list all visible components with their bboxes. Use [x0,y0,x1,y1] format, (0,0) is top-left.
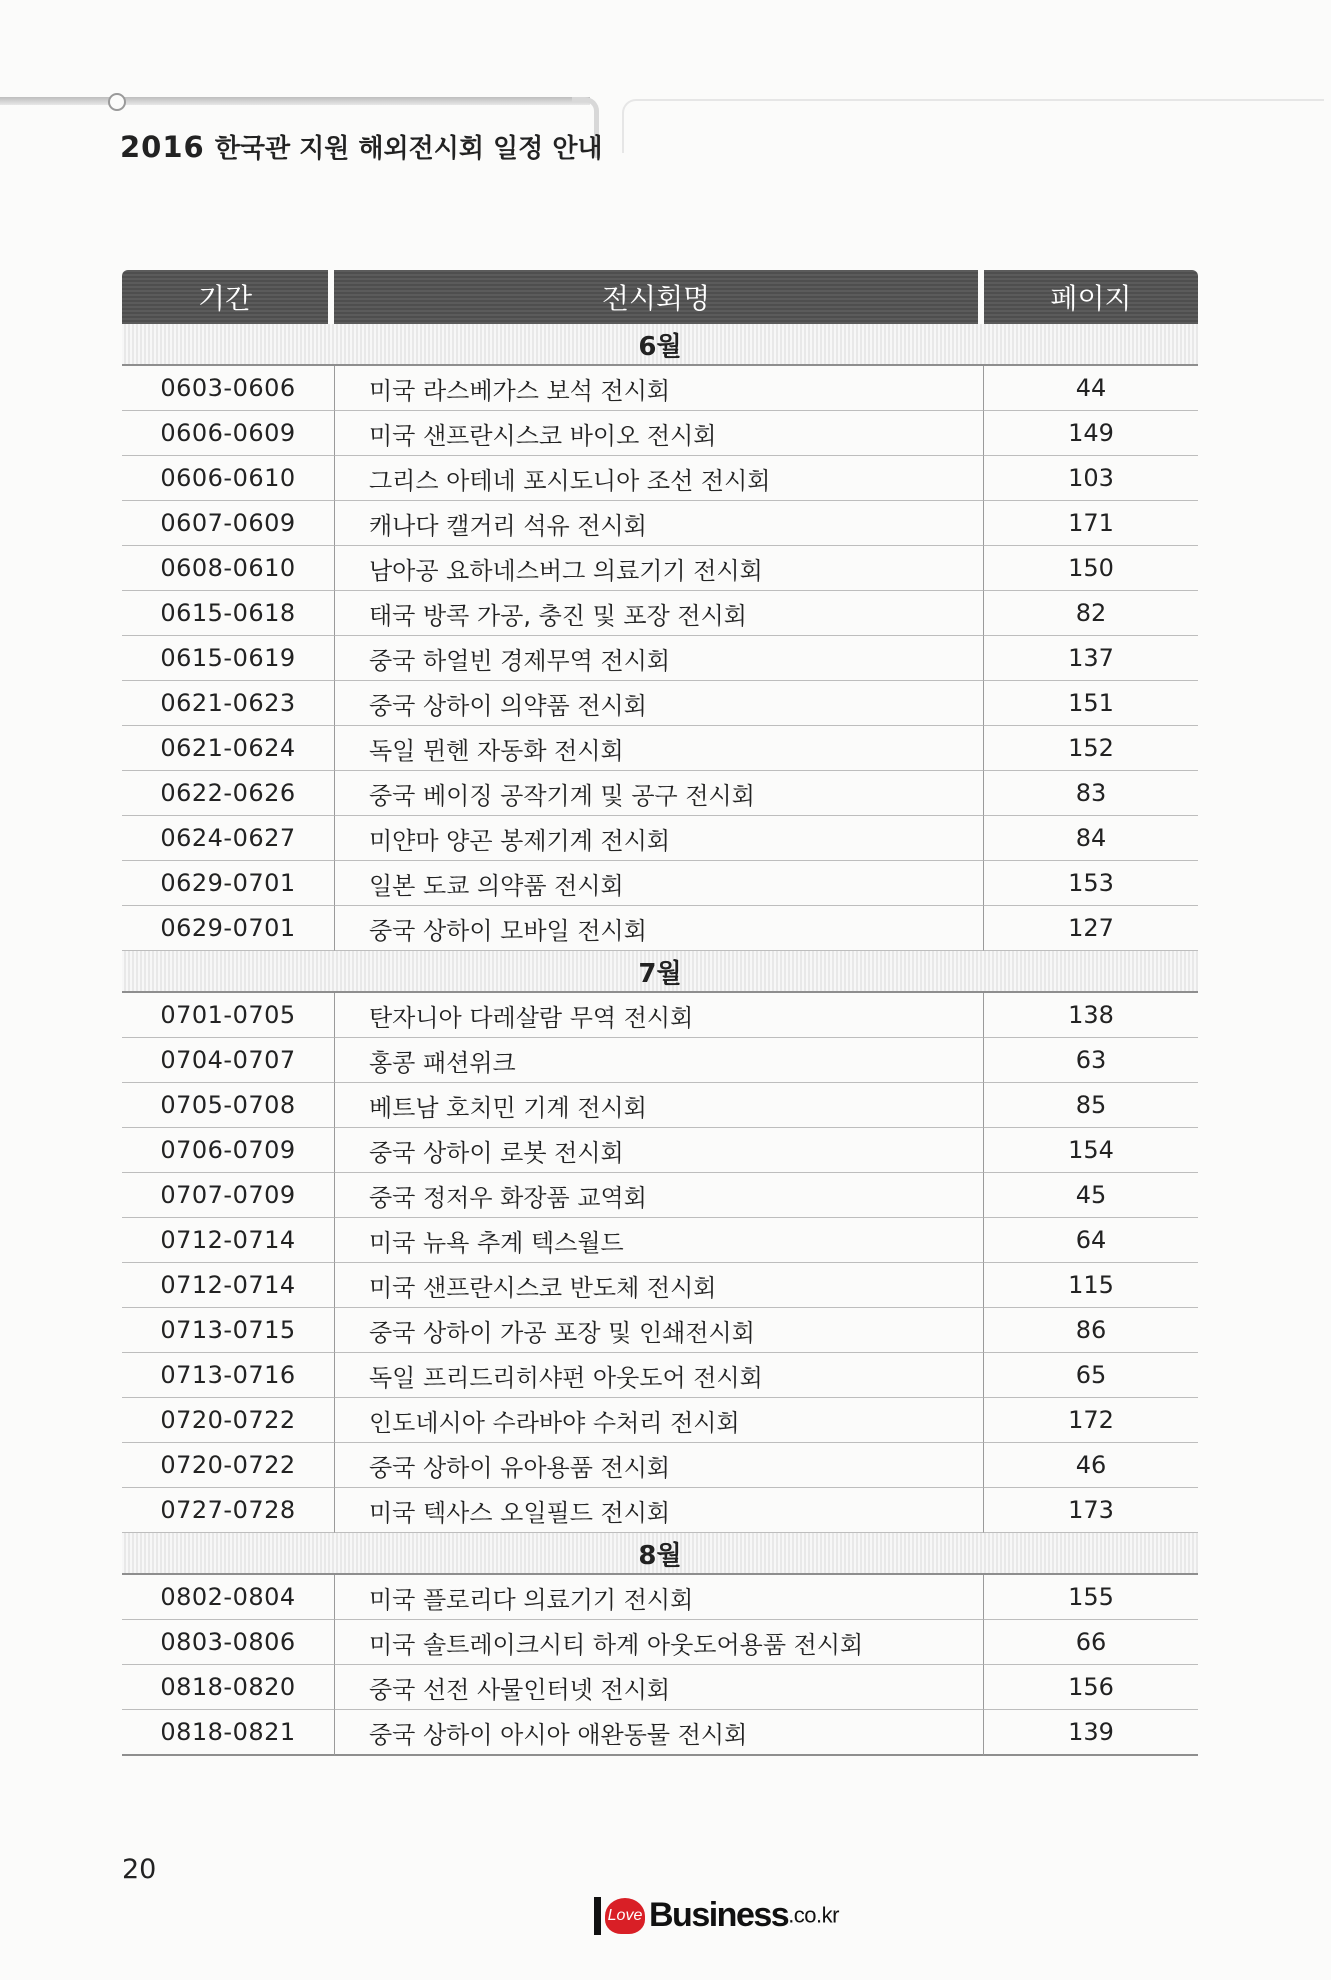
table-row [122,993,1198,1038]
page-cell: 64 [984,1218,1198,1263]
month-label: 8월 [122,1533,1198,1575]
exhibition-name-cell: 중국 정저우 화장품 교역회 [334,1173,984,1218]
period-cell: 0818-0821 [122,1710,334,1756]
table-row [122,1575,1198,1620]
table-row [122,1443,1198,1488]
column-header-exhibition: 전시회명 [334,270,984,324]
table-row [122,1710,1198,1756]
page-cell: 46 [984,1443,1198,1488]
exhibition-name-cell: 미국 라스베가스 보석 전시회 [334,366,984,411]
exhibition-name-cell: 탄자니아 다레살람 무역 전시회 [334,993,984,1038]
exhibition-name-cell: 중국 하얼빈 경제무역 전시회 [334,636,984,681]
exhibition-name-cell: 중국 상하이 모바일 전시회 [334,906,984,951]
exhibition-name-cell: 일본 도쿄 의약품 전시회 [334,861,984,906]
table-row [122,1665,1198,1710]
exhibition-name-cell: 그리스 아테네 포시도니아 조선 전시회 [334,456,984,501]
period-cell: 0707-0709 [122,1173,334,1218]
logo-i-bar [594,1897,601,1935]
page-cell: 65 [984,1353,1198,1398]
page-cell: 154 [984,1128,1198,1173]
exhibition-name-cell: 베트남 호치민 기계 전시회 [334,1083,984,1128]
table-row [122,906,1198,951]
table-row [122,1398,1198,1443]
period-cell: 0615-0618 [122,591,334,636]
exhibition-name-cell: 홍콩 패션위크 [334,1038,984,1083]
page-cell: 127 [984,906,1198,951]
page-cell: 173 [984,1488,1198,1533]
period-cell: 0608-0610 [122,546,334,591]
table-body [122,324,1198,1756]
exhibition-name-cell: 미국 샌프란시스코 반도체 전시회 [334,1263,984,1308]
period-cell: 0606-0610 [122,456,334,501]
period-cell: 0615-0619 [122,636,334,681]
page-cell: 63 [984,1038,1198,1083]
period-cell: 0713-0715 [122,1308,334,1353]
page-cell: 86 [984,1308,1198,1353]
page-cell: 83 [984,771,1198,816]
period-cell: 0802-0804 [122,1575,334,1620]
footer-logo [594,1896,839,1946]
page-cell: 103 [984,456,1198,501]
exhibition-name-cell: 미국 샌프란시스코 바이오 전시회 [334,411,984,456]
header-rule-dot [108,93,126,111]
exhibition-name-cell: 중국 상하이 로봇 전시회 [334,1128,984,1173]
period-cell: 0818-0820 [122,1665,334,1710]
period-cell: 0727-0728 [122,1488,334,1533]
period-cell: 0607-0609 [122,501,334,546]
table-row [122,411,1198,456]
page-cell: 156 [984,1665,1198,1710]
exhibition-schedule-table [122,270,1198,1756]
page-number: 20 [122,1854,157,1885]
page-cell: 139 [984,1710,1198,1756]
exhibition-name-cell: 중국 상하이 유아용품 전시회 [334,1443,984,1488]
page-cell: 115 [984,1263,1198,1308]
page-cell: 172 [984,1398,1198,1443]
page-cell: 171 [984,501,1198,546]
table-row [122,1353,1198,1398]
page-cell: 137 [984,636,1198,681]
exhibition-name-cell: 캐나다 캘거리 석유 전시회 [334,501,984,546]
exhibition-name-cell: 인도네시아 수라바야 수처리 전시회 [334,1398,984,1443]
exhibition-name-cell: 태국 방콕 가공, 충진 및 포장 전시회 [334,591,984,636]
exhibition-name-cell: 중국 상하이 의약품 전시회 [334,681,984,726]
period-cell: 0712-0714 [122,1218,334,1263]
exhibition-name-cell: 독일 프리드리히샤펀 아웃도어 전시회 [334,1353,984,1398]
exhibition-name-cell: 중국 상하이 가공 포장 및 인쇄전시회 [334,1308,984,1353]
exhibition-name-cell: 미국 텍사스 오일필드 전시회 [334,1488,984,1533]
page-cell: 82 [984,591,1198,636]
period-cell: 0720-0722 [122,1398,334,1443]
month-label: 6월 [122,324,1198,366]
exhibition-name-cell: 중국 상하이 아시아 애완동물 전시회 [334,1710,984,1756]
table-row [122,1620,1198,1665]
page-cell: 152 [984,726,1198,771]
table-row [122,771,1198,816]
table-row [122,1263,1198,1308]
page-cell: 44 [984,366,1198,411]
table-row [122,816,1198,861]
period-cell: 0713-0716 [122,1353,334,1398]
column-header-page: 페이지 [984,270,1198,324]
table-row [122,726,1198,771]
column-header-period: 기간 [122,270,334,324]
period-cell: 0701-0705 [122,993,334,1038]
table-row [122,861,1198,906]
month-row [122,951,1198,993]
period-cell: 0621-0623 [122,681,334,726]
period-cell: 0803-0806 [122,1620,334,1665]
page-header [120,128,603,165]
period-cell: 0705-0708 [122,1083,334,1128]
table-row [122,1218,1198,1263]
page-cell: 149 [984,411,1198,456]
table-row [122,456,1198,501]
period-cell: 0706-0709 [122,1128,334,1173]
exhibition-name-cell: 중국 선전 사물인터넷 전시회 [334,1665,984,1710]
page-cell: 138 [984,993,1198,1038]
month-row [122,1533,1198,1575]
table-row [122,1128,1198,1173]
header-rule-right [622,99,1324,153]
month-label: 7월 [122,951,1198,993]
table-row [122,1038,1198,1083]
table-row [122,1173,1198,1218]
table-row [122,681,1198,726]
logo-heart-icon: Love [605,1898,645,1934]
table-row [122,636,1198,681]
exhibition-name-cell: 미얀마 양곤 봉제기계 전시회 [334,816,984,861]
period-cell: 0603-0606 [122,366,334,411]
period-cell: 0720-0722 [122,1443,334,1488]
page-cell: 45 [984,1173,1198,1218]
page-cell: 84 [984,816,1198,861]
page-cell: 150 [984,546,1198,591]
exhibition-name-cell: 미국 솔트레이크시티 하계 아웃도어용품 전시회 [334,1620,984,1665]
exhibition-name-cell: 독일 뮌헨 자동화 전시회 [334,726,984,771]
page-cell: 66 [984,1620,1198,1665]
month-row [122,324,1198,366]
page-cell: 85 [984,1083,1198,1128]
period-cell: 0629-0701 [122,906,334,951]
period-cell: 0624-0627 [122,816,334,861]
table-row [122,1083,1198,1128]
period-cell: 0629-0701 [122,861,334,906]
period-cell: 0621-0624 [122,726,334,771]
exhibition-name-cell: 미국 플로리다 의료기기 전시회 [334,1575,984,1620]
page-cell: 155 [984,1575,1198,1620]
exhibition-name-cell: 남아공 요하네스버그 의료기기 전시회 [334,546,984,591]
exhibition-name-cell: 미국 뉴욕 추계 텍스월드 [334,1218,984,1263]
table-row [122,501,1198,546]
period-cell: 0704-0707 [122,1038,334,1083]
page-cell: 151 [984,681,1198,726]
table-row [122,1308,1198,1353]
period-cell: 0622-0626 [122,771,334,816]
logo-word: Business [649,1896,789,1934]
period-cell: 0606-0609 [122,411,334,456]
header-rule [0,97,590,105]
table-row [122,546,1198,591]
table-row [122,1488,1198,1533]
header-year: 2016 [120,130,205,164]
exhibition-name-cell: 중국 베이징 공작기계 및 공구 전시회 [334,771,984,816]
table-row [122,366,1198,411]
table-row [122,591,1198,636]
period-cell: 0712-0714 [122,1263,334,1308]
logo-domain: .co.kr [788,1902,839,1928]
header-title: 한국관 지원 해외전시회 일정 안내 [214,134,603,164]
page-cell: 153 [984,861,1198,906]
table-header [122,270,1198,324]
